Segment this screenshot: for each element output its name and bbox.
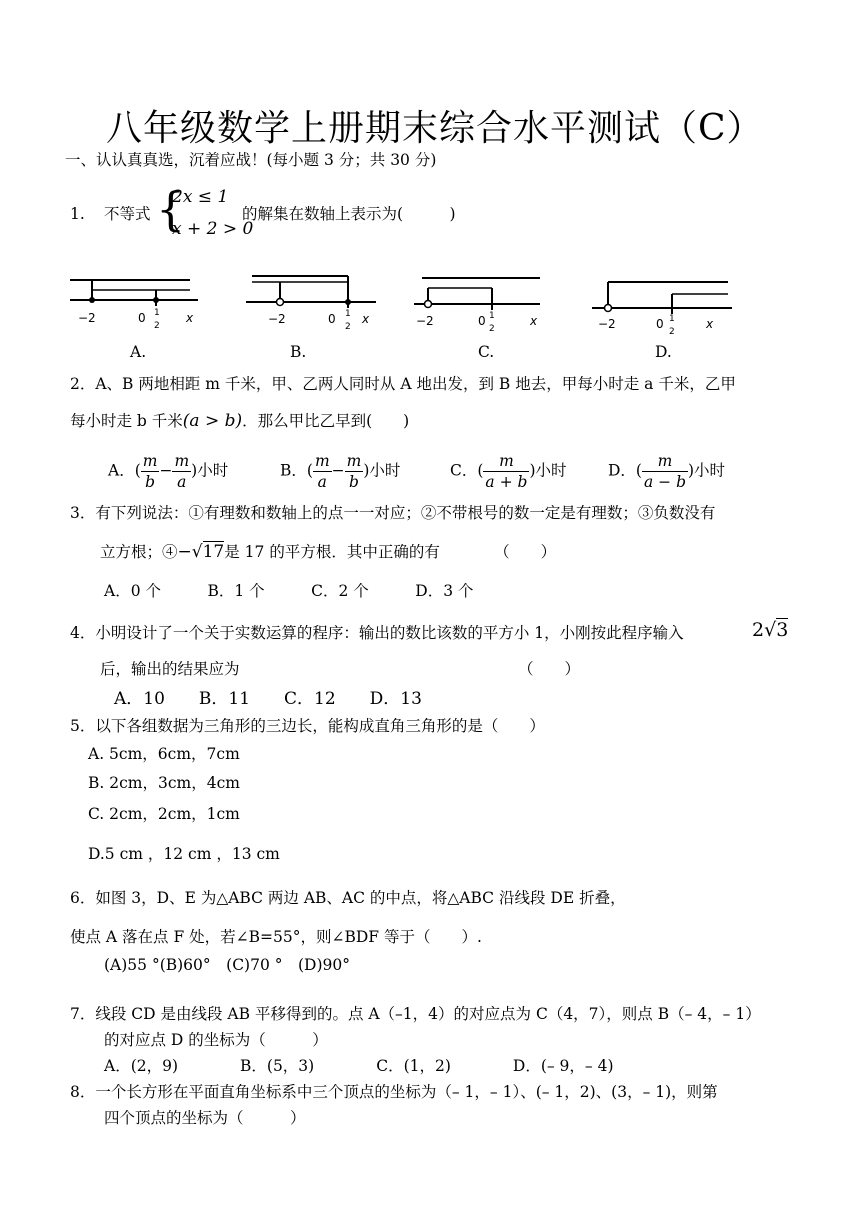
- page-title: 八年级数学上册期末综合水平测试（C）: [106, 108, 764, 149]
- svg-text:−2: −2: [268, 312, 286, 326]
- q5-option-a: A. 5cm，6cm，7cm: [88, 745, 240, 763]
- q1-option-d: D.: [655, 343, 672, 361]
- q7-line-2: 的对应点 D 的坐标为（ ）: [104, 1031, 328, 1049]
- q2-option-a: A．( $\frac{m}{b}$ − $\frac{m}{a}$ )小时: [108, 452, 229, 491]
- q1-option-b: B.: [290, 343, 307, 361]
- tick-1: 1: [154, 308, 160, 318]
- tick-0: 0: [138, 311, 146, 325]
- q8-line-2: 四个顶点的坐标为（ ）: [104, 1109, 306, 1127]
- q4-options: A．10 B．11 C．12 D．13: [114, 689, 422, 709]
- q4-input-value: 2√3: [752, 619, 789, 641]
- q3-options: A．0 个 B．1 个 C．2 个 D．3 个: [104, 582, 474, 600]
- q3-line-1: 3．有下列说法：①有理数和数轴上的点一一对应；②不带根号的数一定是有理数；③负数没有: [70, 504, 716, 522]
- q7-line-1: 7．线段 CD 是由线段 AB 平移得到的。点 A（–1，4）的对应点为 C（4，7），则点 B（– 4，– 1）: [70, 1005, 761, 1023]
- tick-neg2: −2: [78, 311, 96, 325]
- q5-option-c: C. 2cm，2cm，1cm: [88, 805, 240, 823]
- number-line-option-c: [414, 278, 540, 334]
- q1-inequality-1: 2x ≤ 1: [172, 187, 229, 207]
- q2-option-d: D．( $\frac{m}{a - b}$ )小时: [608, 452, 726, 491]
- q2-line-1: 2．A、B 两地相距 m 千米，甲、乙两人同时从 A 地出发，到 B 地去，甲每小时走 a 千米，乙甲: [70, 375, 736, 393]
- number-line-option-a: [70, 280, 198, 331]
- q1-inequality-2: x + 2 > 0: [172, 219, 254, 239]
- section-heading: 一、认认真真选，沉着应战！(每小题 3 分；共 30 分): [65, 151, 437, 169]
- q6-options: (A)55 °(B)60° (C)70 ° (D)90°: [104, 956, 350, 974]
- q3-line-2: 立方根；④−√17是 17 的平方根．其中正确的有 （ ）: [100, 542, 557, 562]
- svg-text:−2: −2: [598, 317, 616, 331]
- tick-2: 2: [154, 321, 160, 331]
- q6-line-2: 使点 A 落在点 F 处，若∠B=55°，则∠BDF 等于（ ）.: [70, 928, 482, 946]
- number-line-option-b: [246, 276, 376, 332]
- svg-text:1: 1: [669, 314, 675, 324]
- q1-number: 1.: [70, 205, 85, 223]
- q1-option-a: A.: [130, 343, 147, 361]
- q1-tail: 的解集在数轴上表示为( ): [242, 205, 456, 223]
- svg-text:0: 0: [328, 312, 336, 326]
- svg-text:x: x: [530, 314, 538, 328]
- q5-stem: 5．以下各组数据为三角形的三边长，能构成直角三角形的是（ ）: [70, 717, 545, 735]
- q2-line-2: 每小时走 b 千米(a > b)．那么甲比乙早到( ): [70, 411, 410, 431]
- svg-text:−2: −2: [416, 314, 434, 328]
- q2-option-c: C．( $\frac{m}{a + b}$ )小时: [450, 452, 567, 491]
- sqrt-symbol: √: [764, 619, 777, 641]
- svg-text:0: 0: [656, 317, 664, 331]
- svg-text:2: 2: [489, 324, 495, 334]
- q4-line-2: 后，输出的结果应为: [100, 660, 240, 678]
- q7-options: A．(2，9) B．(5，3) C．(1，2) D．(– 9，– 4): [104, 1057, 614, 1075]
- sqrt-symbol: √: [191, 542, 203, 562]
- svg-text:x: x: [706, 317, 714, 331]
- svg-text:1: 1: [345, 309, 351, 319]
- number-line-figures: [60, 266, 740, 336]
- q5-option-d: D.5 cm ，12 cm ，13 cm: [88, 845, 280, 863]
- svg-text:x: x: [362, 312, 370, 326]
- q2-option-b: B．( $\frac{m}{a}$ − $\frac{m}{b}$ )小时: [280, 452, 401, 491]
- axis-x-label: x: [186, 311, 194, 325]
- svg-text:2: 2: [345, 322, 351, 332]
- q1-option-c: C.: [478, 343, 495, 361]
- q8-line-1: 8．一个长方形在平面直角坐标系中三个顶点的坐标为（– 1，– 1）、(– 1，2)、(3，– 1)，则第: [70, 1083, 718, 1101]
- q4-line-1: 4．小明设计了一个关于实数运算的程序：输出的数比该数的平方小 1，小刚按此程序输入: [70, 624, 684, 642]
- q1-lead: 不等式: [104, 205, 151, 223]
- system-brace: {: [156, 182, 186, 236]
- svg-text:1: 1: [489, 311, 495, 321]
- q5-option-b: B. 2cm，3cm，4cm: [88, 774, 240, 792]
- svg-text:2: 2: [669, 327, 675, 336]
- q6-line-1: 6．如图 3，D、E 为△ABC 两边 AB、AC 的中点，将△ABC 沿线段 DE 折叠，: [70, 889, 626, 907]
- q4-answer-paren: （ ）: [518, 660, 581, 678]
- number-line-option-d: [592, 282, 732, 336]
- svg-text:0: 0: [478, 314, 486, 328]
